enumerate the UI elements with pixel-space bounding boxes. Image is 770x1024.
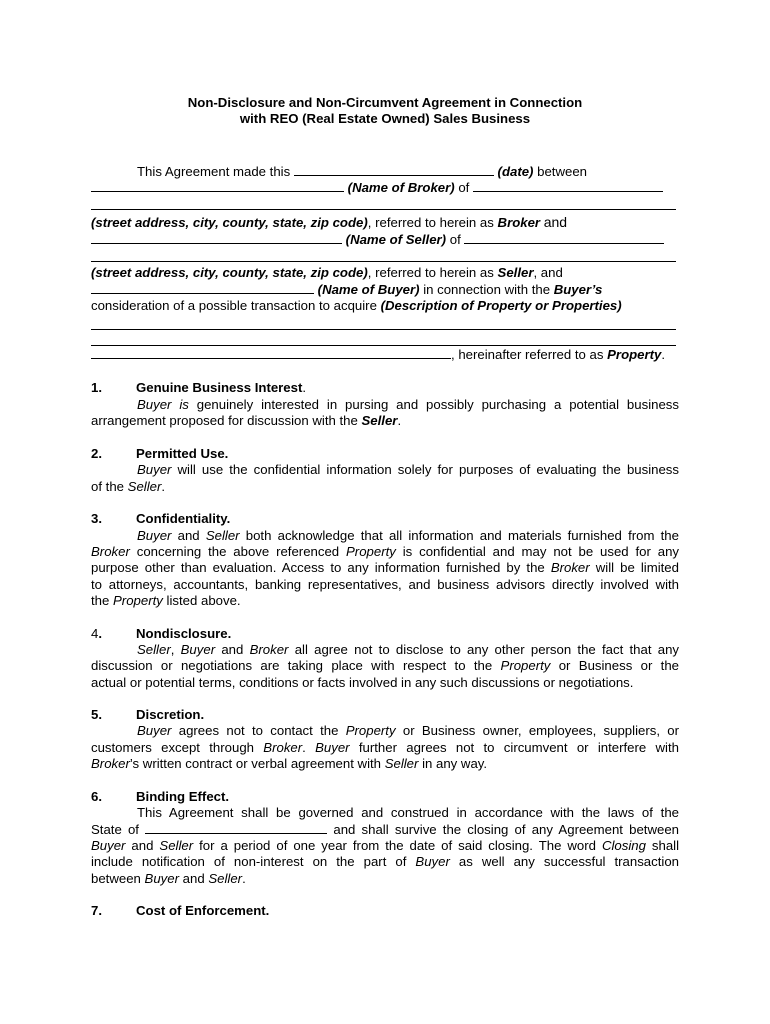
of-text-2: of bbox=[449, 232, 461, 247]
s3-the: the bbox=[91, 593, 110, 608]
section-4-heading bbox=[91, 626, 679, 642]
s6-seller: Seller bbox=[159, 838, 194, 853]
section-5-line-3 bbox=[91, 756, 679, 772]
s4-text-4: actual or potential terms, conditions or facts involved in any such discussions or negotiations. bbox=[91, 675, 634, 690]
street-address-label: (street address, city, county, state, zip code) bbox=[91, 215, 368, 230]
section-3-line-4 bbox=[91, 577, 679, 593]
s2-buyer: Buyer bbox=[137, 462, 172, 477]
s6-closing: Closing bbox=[601, 838, 646, 853]
intro-line-7 bbox=[91, 298, 679, 314]
section-5-title: Discretion. bbox=[136, 707, 205, 722]
s4-property: Property bbox=[500, 658, 551, 673]
s3-broker: Broker bbox=[91, 544, 130, 559]
s2-text-2: of the bbox=[91, 479, 124, 494]
broker-of-blank bbox=[473, 180, 663, 192]
date-label: (date) bbox=[497, 164, 534, 179]
s4-text-1: all agree not to disclose to any other person the fact that any bbox=[294, 642, 679, 657]
s1-text-1: genuinely interested in pursing and possibly purchasing a potential business bbox=[196, 397, 679, 412]
s5-buyer-2: Buyer bbox=[315, 740, 350, 755]
s5-text-5: ’s written contract or verbal agreement with bbox=[129, 756, 382, 771]
s6-between: between bbox=[91, 871, 141, 886]
s4-digit: 4 bbox=[91, 626, 99, 641]
section-2-number: 2. bbox=[91, 446, 102, 461]
section-4-line-3 bbox=[91, 675, 679, 691]
description-blank-2 bbox=[91, 345, 676, 346]
s6-text-1: This Agreement shall be governed and construed in accordance with the laws of the bbox=[137, 805, 679, 820]
s5-text-6: in any way. bbox=[422, 756, 488, 771]
section-6-line-2 bbox=[91, 822, 679, 838]
intro-line-2 bbox=[91, 180, 679, 196]
section-7-number: 7. bbox=[91, 903, 102, 918]
s6-text-4: include notification of non-interest on the part of bbox=[91, 854, 407, 869]
seller-name-blank bbox=[91, 232, 342, 244]
s5-text-2: or Business owner, employees, suppliers, or bbox=[402, 723, 679, 738]
section-7-heading bbox=[91, 903, 679, 919]
section-7-title: Cost of Enforcement. bbox=[136, 903, 270, 918]
s5-broker: Broker bbox=[263, 740, 303, 755]
s3-text-7: listed above. bbox=[166, 593, 241, 608]
s3-text-1: both acknowledge that all information and materials furnished from the bbox=[245, 528, 679, 543]
s5-text-1: agrees not to contact the bbox=[178, 723, 339, 738]
section-5-heading bbox=[91, 707, 679, 723]
s3-property: Property bbox=[346, 544, 396, 559]
broker-name-label: (Name of Broker) bbox=[347, 180, 455, 195]
hereinafter-text: , hereinafter referred to as bbox=[451, 347, 604, 362]
s5-text-3: customers except through bbox=[91, 740, 254, 755]
s3-and: and bbox=[177, 528, 200, 543]
description-label: (Description of Property or Properties) bbox=[380, 298, 622, 313]
intro-line-4 bbox=[91, 232, 679, 248]
between-text: between bbox=[537, 164, 587, 179]
state-blank bbox=[145, 822, 327, 834]
s2-period: . bbox=[161, 479, 166, 494]
s6-seller-2: Seller bbox=[208, 871, 243, 886]
section-1-line-1 bbox=[137, 397, 679, 413]
s4-text-3: or Business or the bbox=[558, 658, 679, 673]
s5-seller: Seller bbox=[384, 756, 419, 771]
s6-shall: shall bbox=[651, 838, 680, 853]
section-6-line-5 bbox=[91, 871, 679, 887]
s5-property: Property bbox=[345, 723, 396, 738]
s5-broker-2: Broker bbox=[91, 756, 130, 771]
s1-period: . bbox=[397, 413, 402, 428]
s4-text-2: discussion or negotiations are taking place with respect to the bbox=[91, 658, 493, 673]
s3-text-3: is confidential and may not be used for any bbox=[402, 544, 680, 559]
s3-text-6: to attorneys, accountants, banking representatives, and business advisors directly involved with bbox=[91, 577, 679, 592]
s1-text-2: arrangement proposed for discussion with the bbox=[91, 413, 358, 428]
section-6-line-4 bbox=[91, 854, 679, 870]
and-comma-text: , and bbox=[533, 265, 563, 280]
section-2-heading bbox=[91, 446, 679, 462]
s4-buyer: Buyer bbox=[180, 642, 216, 657]
intro-line-5 bbox=[91, 265, 679, 281]
s3-property-2: Property bbox=[113, 593, 163, 608]
section-3-title: Confidentiality. bbox=[136, 511, 231, 526]
s5-period: . bbox=[302, 740, 306, 755]
s3-seller: Seller bbox=[205, 528, 240, 543]
section-6-line-3 bbox=[91, 838, 679, 854]
and-text: and bbox=[543, 214, 568, 230]
section-4-title: Nondisclosure. bbox=[136, 626, 232, 641]
property-term: Property bbox=[607, 347, 662, 362]
description-blank-1 bbox=[91, 329, 676, 330]
description-blank-3 bbox=[91, 347, 451, 359]
seller-term: Seller bbox=[497, 265, 534, 280]
buyers-term: Buyer’s bbox=[553, 282, 603, 297]
section-1-title-period: . bbox=[302, 380, 307, 395]
section-5-line-2 bbox=[91, 740, 679, 756]
s4-broker: Broker bbox=[249, 642, 289, 657]
s2-seller: Seller bbox=[127, 479, 162, 494]
referred-text-2: , referred to herein as bbox=[367, 265, 494, 280]
s6-and: and bbox=[131, 838, 154, 853]
s6-text-3: for a period of one year from the date of said closing. The word bbox=[199, 838, 596, 853]
s4-comma: , bbox=[170, 642, 175, 657]
section-6-title: Binding Effect. bbox=[136, 789, 230, 804]
section-5-line-1 bbox=[137, 723, 679, 739]
intro-line-3 bbox=[91, 214, 679, 231]
section-6-line-1 bbox=[137, 805, 679, 821]
document-title-line-2: with REO (Real Estate Owned) Sales Business bbox=[239, 111, 531, 126]
section-1-heading bbox=[91, 380, 679, 396]
section-1-line-2 bbox=[91, 413, 679, 429]
s6-buyer: Buyer bbox=[91, 838, 126, 853]
intro-line-6 bbox=[91, 282, 679, 298]
in-connection-text: in connection with the bbox=[423, 282, 551, 297]
seller-of-blank bbox=[464, 232, 664, 244]
referred-text: , referred to herein as bbox=[367, 215, 494, 230]
section-1-number: 1. bbox=[91, 380, 102, 395]
s6-state-of: State of bbox=[91, 822, 139, 837]
seller-address-blank bbox=[91, 261, 676, 262]
date-blank bbox=[294, 164, 494, 176]
of-text: of bbox=[458, 180, 470, 195]
s5-buyer: Buyer bbox=[137, 723, 172, 738]
made-this-text: This Agreement made this bbox=[137, 164, 291, 179]
section-3-line-5 bbox=[91, 593, 679, 609]
buyer-name-label: (Name of Buyer) bbox=[317, 282, 420, 297]
intro-line-8 bbox=[91, 347, 679, 363]
s3-buyer: Buyer bbox=[137, 528, 172, 543]
s6-text-5: as well any successful transaction bbox=[458, 854, 679, 869]
broker-address-blank bbox=[91, 209, 676, 210]
section-5-number: 5. bbox=[91, 707, 102, 722]
section-3-line-1 bbox=[137, 528, 679, 544]
s4-seller: Seller bbox=[137, 642, 171, 657]
section-4-number bbox=[91, 626, 136, 642]
s3-text-2: concerning the above referenced bbox=[136, 544, 340, 559]
intro-line-1 bbox=[137, 164, 725, 180]
section-3-line-2 bbox=[91, 544, 679, 560]
section-6-heading bbox=[91, 789, 679, 805]
s6-buyer-2: Buyer bbox=[415, 854, 450, 869]
seller-name-label: (Name of Seller) bbox=[345, 232, 447, 247]
s1-seller: Seller bbox=[361, 413, 398, 428]
s3-broker-2: Broker bbox=[550, 560, 590, 575]
section-4-line-1 bbox=[137, 642, 679, 658]
broker-name-blank bbox=[91, 180, 344, 192]
section-3-line-3 bbox=[91, 560, 679, 576]
section-6-number: 6. bbox=[91, 789, 102, 804]
s1-buyer-is: Buyer is bbox=[137, 397, 189, 412]
section-3-number: 3. bbox=[91, 511, 102, 526]
s6-and-2: and bbox=[182, 871, 205, 886]
s5-text-4: further agrees not to circumvent or interfere with bbox=[358, 740, 679, 755]
s3-text-5: will be limited bbox=[595, 560, 679, 575]
section-1-title: Genuine Business Interest bbox=[136, 380, 303, 395]
street-address-label-2: (street address, city, county, state, zip code) bbox=[91, 265, 368, 280]
s6-text-2: and shall survive the closing of any Agreement between bbox=[333, 822, 679, 837]
s2-text-1: will use the confidential information solely for purposes of evaluating the business bbox=[177, 462, 679, 477]
buyer-name-blank bbox=[91, 282, 314, 294]
intro-period: . bbox=[661, 347, 666, 362]
s4-and: and bbox=[221, 642, 244, 657]
section-2-title: Permitted Use. bbox=[136, 446, 229, 461]
s4-dot: . bbox=[98, 626, 103, 641]
s6-period: . bbox=[242, 871, 246, 886]
section-2-line-1 bbox=[137, 462, 679, 478]
section-2-line-2 bbox=[91, 479, 679, 495]
s6-buyer-3: Buyer bbox=[144, 871, 179, 886]
consideration-text: consideration of a possible transaction to acquire bbox=[91, 298, 377, 313]
document-title-line-1: Non-Disclosure and Non-Circumvent Agreement in Connection bbox=[187, 95, 583, 110]
broker-term: Broker bbox=[497, 215, 541, 230]
s3-text-4: purpose other than evaluation. Access to any information furnished by the bbox=[91, 560, 545, 575]
section-4-line-2 bbox=[91, 658, 679, 674]
section-3-heading bbox=[91, 511, 679, 527]
